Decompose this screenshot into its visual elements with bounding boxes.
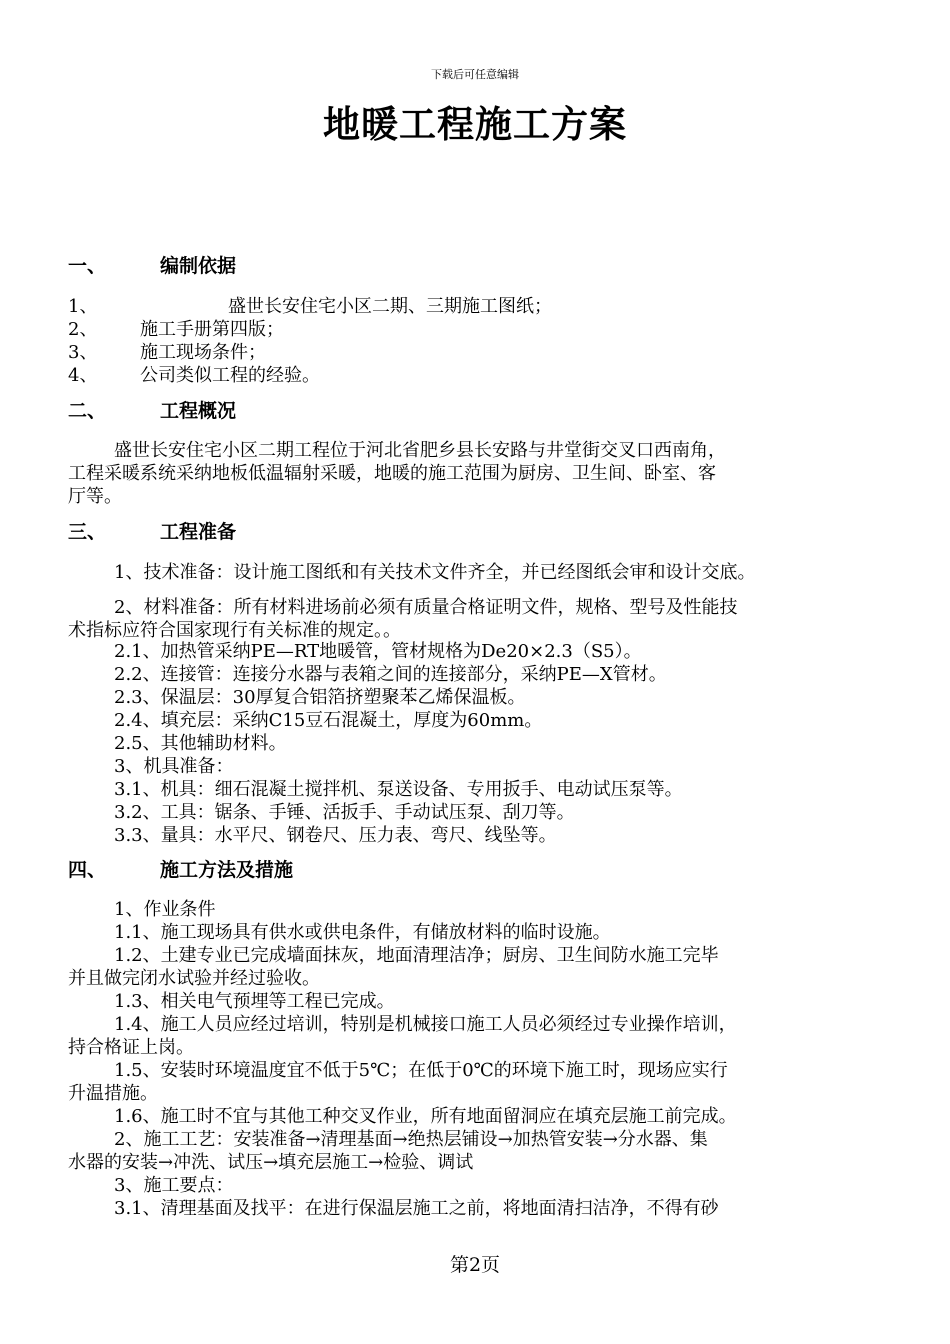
document-title: 地暖工程施工方案 (323, 103, 627, 146)
paragraph-line: 1.5、安装时环境温度宜不低于5℃；在低于0℃的环境下施工时，现场应实行 (114, 1060, 728, 1081)
section-title: 施工方法及措施 (160, 859, 294, 881)
list-item-text: 公司类似工程的经验。 (140, 365, 320, 386)
paragraph-line: 3、机具准备： (114, 756, 234, 777)
paragraph-line: 2.2、连接管：连接分水器与表箱之间的连接部分，采纳PE—X管材。 (114, 664, 667, 685)
paragraph-line: 持合格证上岗。 (68, 1037, 194, 1058)
paragraph-line: 并且做完闭水试验并经过验收。 (68, 968, 320, 989)
paragraph-line: 2.4、填充层：采纳C15豆石混凝土，厚度为60mm。 (114, 710, 543, 731)
paragraph-line: 2、材料准备：所有材料进场前必须有质量合格证明文件，规格、型号及性能技 (114, 597, 738, 618)
section-number: 四、 (68, 859, 107, 881)
paragraph-line: 2.5、其他辅助材料。 (114, 733, 287, 754)
paragraph-line: 升温措施。 (68, 1083, 158, 1104)
paragraph-line: 术指标应符合国家现行有关标准的规定。。 (68, 620, 401, 641)
paragraph-line: 2.1、加热管采纳PE—RT地暖管，管材规格为De20×2.3（S5）。 (114, 641, 642, 662)
section-number: 一、 (68, 255, 107, 277)
list-number: 4、 (68, 365, 98, 386)
paragraph-line: 盛世长安住宅小区二期工程位于河北省肥乡县长安路与井堂街交叉口西南角， (114, 440, 726, 461)
paragraph-line: 3.2、工具：锯条、手锤、活扳手、手动试压泵、刮刀等。 (114, 802, 575, 823)
section-title: 编制依据 (160, 255, 237, 277)
paragraph-line: 3.1、机具：细石混凝土搅拌机、泵送设备、专用扳手、电动试压泵等。 (114, 779, 683, 800)
section-number: 二、 (68, 400, 107, 422)
section-heading-basis (68, 251, 668, 277)
paragraph-line: 厅等。 (68, 486, 122, 507)
list-item-text: 盛世长安住宅小区二期、三期施工图纸； (228, 296, 552, 317)
header-note: 下载后可任意编辑 (431, 68, 519, 81)
section-heading-preparation (68, 517, 668, 543)
paragraph-line: 1.6、施工时不宜与其他工种交叉作业，所有地面留洞应在填充层施工前完成。 (114, 1106, 737, 1127)
list-item-text: 施工现场条件； (140, 342, 266, 363)
paragraph-line: 1、技术准备：设计施工图纸和有关技术文件齐全，并已经图纸会审和设计交底。 (114, 562, 756, 583)
paragraph-line: 3.3、量具：水平尺、钢卷尺、压力表、弯尺、线坠等。 (114, 825, 557, 846)
paragraph-line: 1.3、相关电气预埋等工程已完成。 (114, 991, 395, 1012)
paragraph-line: 3.1、清理基面及找平：在进行保温层施工之前，将地面清扫洁净，不得有砂 (114, 1198, 719, 1219)
paragraph-line: 2、施工工艺：安装准备→清理基面→绝热层铺设→加热管安装→分水器、集 (114, 1129, 708, 1150)
list-item-text: 施工手册第四版； (140, 319, 284, 340)
section-heading-methods (68, 855, 668, 881)
list-number: 2、 (68, 319, 98, 340)
page-number: 第2页 (449, 1254, 501, 1276)
paragraph-line: 水器的安装→冲洗、试压→填充层施工→检验、调试 (68, 1152, 474, 1173)
list-item (68, 296, 97, 318)
paragraph-line: 1.1、施工现场具有供水或供电条件，有储放材料的临时设施。 (114, 922, 611, 943)
paragraph-line: 1、作业条件 (114, 899, 216, 920)
paragraph-line: 2.3、保温层：30厚复合铝箔挤塑聚苯乙烯保温板。 (114, 687, 526, 708)
paragraph-line: 1.2、土建专业已完成墙面抹灰，地面清理洁净；厨房、卫生间防水施工完毕 (114, 945, 719, 966)
section-title: 工程准备 (160, 521, 237, 543)
section-title: 工程概况 (160, 400, 237, 422)
paragraph-line: 工程采暖系统采纳地板低温辐射采暖，地暖的施工范围为厨房、卫生间、卧室、客 (68, 463, 716, 484)
section-number: 三、 (68, 521, 107, 543)
list-number: 3、 (68, 342, 98, 363)
list-number: 1、 (68, 296, 98, 317)
paragraph-line: 1.4、施工人员应经过培训，特别是机械接口施工人员必须经过专业操作培训， (114, 1014, 737, 1035)
section-heading-overview (68, 396, 668, 422)
paragraph-line: 3、施工要点： (114, 1175, 234, 1196)
